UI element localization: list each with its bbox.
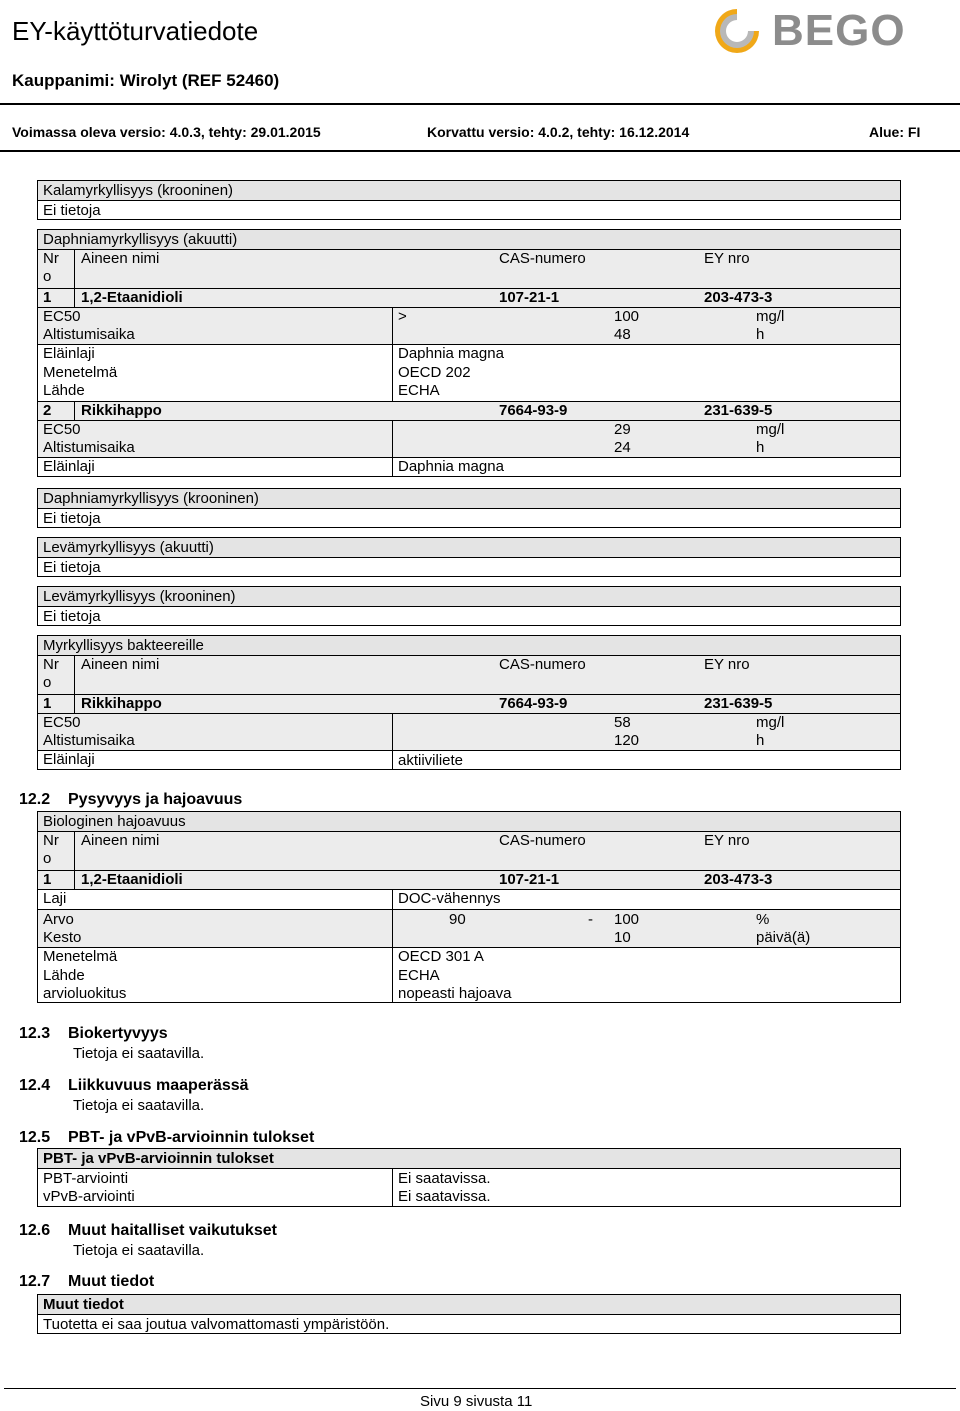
nr-divider [74,402,75,421]
nr-divider [74,250,75,289]
label-divider [392,1169,393,1207]
col-o: o [43,850,52,867]
section-12-4-note: Tietoja ei saatavilla. [73,1097,205,1114]
value-block [38,910,900,948]
substance-row [38,402,900,421]
substance-name: 1,2-Etaanidioli [81,289,183,306]
measure-label: EC50 [43,714,81,731]
source-value: ECHA [398,967,440,984]
label-divider [392,421,393,458]
nr-divider [74,871,75,890]
col-o: o [43,268,52,285]
algae-acute-header [38,538,900,558]
trade-name [12,71,279,91]
measure-value: 120 [614,732,640,749]
footer-divider [4,1388,956,1389]
other-info-header [38,1295,900,1315]
label-divider [392,458,393,477]
measure-unit: mg/l [756,308,785,325]
algae-chronic-title: Levämyrkyllisyys (krooninen) [43,588,236,605]
section-12-6-note: Tietoja ei saatavilla. [73,1242,205,1259]
kesto-unit: päivä(ä) [756,929,811,946]
pbt-value: Ei saatavissa. [398,1170,491,1187]
section-12-5-heading [19,1129,314,1147]
biodegradation-box [37,811,901,1003]
substance-nr: 2 [43,402,52,419]
document-title: EY-käyttöturvatiedote [12,16,259,46]
section-title: Muut tiedot [68,1273,155,1290]
algae-acute-title: Levämyrkyllisyys (akuutti) [43,539,214,556]
kesto-label: Kesto [43,929,82,946]
daphnia-chronic-title: Daphniamyrkyllisyys (krooninen) [43,490,259,507]
section-number: 12.5 [19,1129,51,1146]
page-number: Sivu 9 sivusta 11 [420,1393,533,1410]
section-title: Liikkuvuus maaperässä [68,1077,249,1094]
info-label: Eläinlaji [43,458,95,475]
replaced-version: Korvattu versio: 4.0.2, tehty: 16.12.2014 [427,124,690,140]
section-title: PBT- ja vPvB-arvioinnin tulokset [68,1129,315,1146]
substance-cas: 7664-93-9 [499,402,568,419]
source-label: Lähde [43,967,85,984]
info-value: ECHA [398,382,440,399]
daphnia-chronic-header [38,489,900,509]
pbt-title: PBT- ja vPvB-arvioinnin tulokset [43,1150,274,1167]
section-number: 12.2 [19,791,51,808]
measure-unit: h [756,439,765,456]
col-ec: EY nro [704,832,750,849]
bacteria-box [37,635,901,770]
other-info-text: Tuotetta ei saa joutua valvomattomasti ympäristöön. [43,1316,390,1333]
substance-cas: 107-21-1 [499,871,560,888]
daphnia-acute-box [37,229,901,477]
info-block [38,345,900,402]
measure-block [38,714,900,751]
substance-cas: 7664-93-9 [499,695,568,712]
substance-row [38,871,900,890]
measure-unit: mg/l [756,421,785,438]
measure-value: 58 [614,714,631,731]
label-divider [392,345,393,402]
algae-chronic-value: Ei tietoja [43,608,101,625]
biodegradation-header [38,812,900,832]
measure-value: 24 [614,439,631,456]
substance-ec: 231-639-5 [704,695,773,712]
measure-label: EC50 [43,308,81,325]
other-info-box [37,1294,901,1334]
section-number: 12.3 [19,1025,51,1042]
arvo-label: Arvo [43,911,74,928]
algae-acute-value: Ei tietoja [43,559,101,576]
info-label: Lähde [43,382,85,399]
nr-divider [74,656,75,695]
bacteria-header [38,636,900,656]
daphnia-chronic-value: Ei tietoja [43,510,101,527]
method-label: Menetelmä [43,948,118,965]
measure-unit: h [756,732,765,749]
col-ec: EY nro [704,656,750,673]
measure-value: 29 [614,421,631,438]
col-cas: CAS-numero [499,832,586,849]
info-label: Eläinlaji [43,751,95,768]
info-block [38,948,900,1003]
col-nr: Nr [43,250,59,267]
substance-ec: 203-473-3 [704,289,773,306]
measure-label: Altistumisaika [43,439,135,456]
substance-ec: 231-639-5 [704,402,773,419]
section-12-3-heading [19,1025,168,1043]
column-header-row [38,250,900,289]
info-value: OECD 202 [398,364,471,381]
section-12-4-heading [19,1077,249,1095]
col-cas: CAS-numero [499,656,586,673]
bego-logo [708,4,923,60]
measure-value: 100 [614,308,640,325]
fish-chronic-value: Ei tietoja [43,202,101,219]
substance-name: Rikkihappo [81,402,162,419]
trade-name-label: Kauppanimi: [12,71,115,90]
substance-nr: 1 [43,695,52,712]
section-number: 12.4 [19,1077,51,1094]
section-title: Muut haitalliset vaikutukset [68,1222,277,1239]
meta-divider [0,150,960,152]
measure-unit: mg/l [756,714,785,731]
section-number: 12.7 [19,1273,51,1290]
valid-version: Voimassa oleva versio: 4.0.3, tehty: 29.01.2015 [12,124,321,140]
region: Alue: FI [869,124,921,140]
col-nr: Nr [43,656,59,673]
col-nr: Nr [43,832,59,849]
column-header-row [38,832,900,871]
info-value: Daphnia magna [398,458,504,475]
info-label: Menetelmä [43,364,118,381]
class-label: arvioluokitus [43,985,127,1002]
arvo-from: 90 [449,911,466,928]
measure-block [38,421,900,458]
vpvb-value: Ei saatavissa. [398,1188,491,1205]
algae-chronic-box [37,586,901,626]
pbt-box [37,1148,901,1207]
col-o: o [43,674,52,691]
measure-unit: h [756,326,765,343]
substance-ec: 203-473-3 [704,871,773,888]
nr-divider [74,289,75,308]
algae-chronic-header [38,587,900,607]
trade-name-value: Wirolyt (REF 52460) [119,71,280,90]
col-name: Aineen nimi [81,832,160,849]
info-value: aktiiviliete [398,752,464,769]
col-ec: EY nro [704,250,750,267]
bacteria-title: Myrkyllisyys bakteereille [43,637,204,654]
measure-label: Altistumisaika [43,732,135,749]
column-header-row [38,656,900,695]
daphnia-acute-title: Daphniamyrkyllisyys (akuutti) [43,231,238,248]
laji-value: DOC-vähennys [398,890,501,907]
section-12-3-note: Tietoja ei saatavilla. [73,1045,205,1062]
measure-block [38,308,900,345]
info-block [38,751,900,770]
section-number: 12.6 [19,1222,51,1239]
nr-divider [74,832,75,871]
laji-label: Laji [43,890,67,907]
section-title: Biokertyvyys [68,1025,168,1042]
laji-row [38,890,900,910]
substance-name: 1,2-Etaanidioli [81,871,183,888]
measure-operator: > [398,308,407,325]
biodegradation-title: Biologinen hajoavuus [43,813,186,830]
logo-wordmark: BEGO [772,6,906,55]
pbt-label: PBT-arviointi [43,1170,129,1187]
arvo-dash: - [588,911,593,928]
col-name: Aineen nimi [81,656,160,673]
section-12-7-heading [19,1273,154,1291]
info-label: Eläinlaji [43,345,95,362]
info-block [38,458,900,477]
col-name: Aineen nimi [81,250,160,267]
nr-divider [74,695,75,714]
substance-nr: 1 [43,871,52,888]
daphnia-acute-header [38,230,900,250]
substance-nr: 1 [43,289,52,306]
logo-emblem-icon [708,6,766,56]
daphnia-chronic-box [37,488,901,528]
substance-name: Rikkihappo [81,695,162,712]
arvo-unit: % [756,911,770,928]
arvo-to: 100 [614,911,640,928]
class-value: nopeasti hajoava [398,985,512,1002]
col-cas: CAS-numero [499,250,586,267]
measure-value: 48 [614,326,631,343]
section-12-6-heading [19,1222,277,1240]
header-divider [0,103,960,105]
pbt-header [38,1149,900,1169]
section-title: Pysyvyys ja hajoavuus [68,791,243,808]
fish-chronic-title: Kalamyrkyllisyys (krooninen) [43,182,234,199]
info-value: Daphnia magna [398,345,504,362]
vpvb-label: vPvB-arviointi [43,1188,135,1205]
kesto-value: 10 [614,929,631,946]
measure-label: Altistumisaika [43,326,135,343]
substance-row [38,695,900,714]
fish-chronic-header [38,181,900,201]
other-info-title: Muut tiedot [43,1296,124,1313]
label-divider [392,308,393,345]
measure-label: EC50 [43,421,81,438]
method-value: OECD 301 A [398,948,484,965]
algae-acute-box [37,537,901,577]
section-12-2-heading [19,791,242,809]
substance-row [38,289,900,308]
fish-chronic-box [37,180,901,220]
substance-cas: 107-21-1 [499,289,560,306]
